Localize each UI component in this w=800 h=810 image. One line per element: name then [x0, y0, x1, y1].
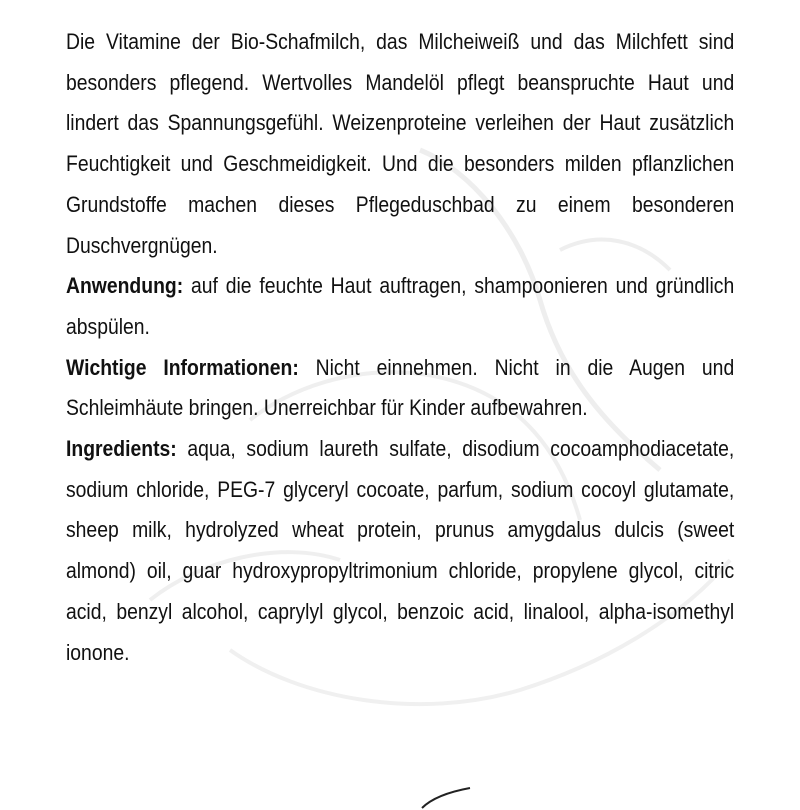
ingredients-label: Ingredients:	[66, 436, 177, 462]
usage-label: Anwendung:	[66, 273, 184, 299]
usage-paragraph	[66, 266, 734, 347]
ingredients-text: aqua, sodium laureth sulfate, disodium cocoamphodiacetate, sodium chloride, PEG-7 glyceryl cocoate, parfum, sodium cocoyl glutamate, sheep milk, hydrolyzed wheat protein, prunus amygdalus dulcis (sweet almond) oil, guar hydroxypropyltrimonium chloride, propylene glycol, citric acid, benzyl alcohol, caprylyl glycol, benzoic acid, linalool, alpha-isomethyl ionone.	[66, 436, 735, 665]
ingredients-paragraph	[66, 429, 734, 673]
usage-text: auf die feuchte Haut auftragen, shampoonieren und gründlich abspülen.	[66, 273, 735, 339]
info-paragraph	[66, 348, 734, 429]
bottom-edge-mark	[420, 780, 480, 810]
description-paragraph: Die Vitamine der Bio-Schafmilch, das Milcheiweiß und das Milchfett sind besonders pflegend. Wertvolles Mandelöl pflegt beanspruchte Haut und lindert das Spannungsgefühl. Weizenproteine verleihen der Haut zusätzlich Feuchtigkeit und Geschmeidigkeit. Und die besonders milden pflanzlichen Grundstoffe machen dieses Pflegeduschbad zu einem besonderen Duschvergnügen.	[66, 29, 735, 258]
info-label: Wichtige Informationen:	[66, 354, 299, 380]
info-text: Nicht einnehmen. Nicht in die Augen und Schleimhäute bringen. Unerreichbar für Kinder aufbewahren.	[66, 354, 735, 421]
product-label-text	[66, 22, 734, 673]
